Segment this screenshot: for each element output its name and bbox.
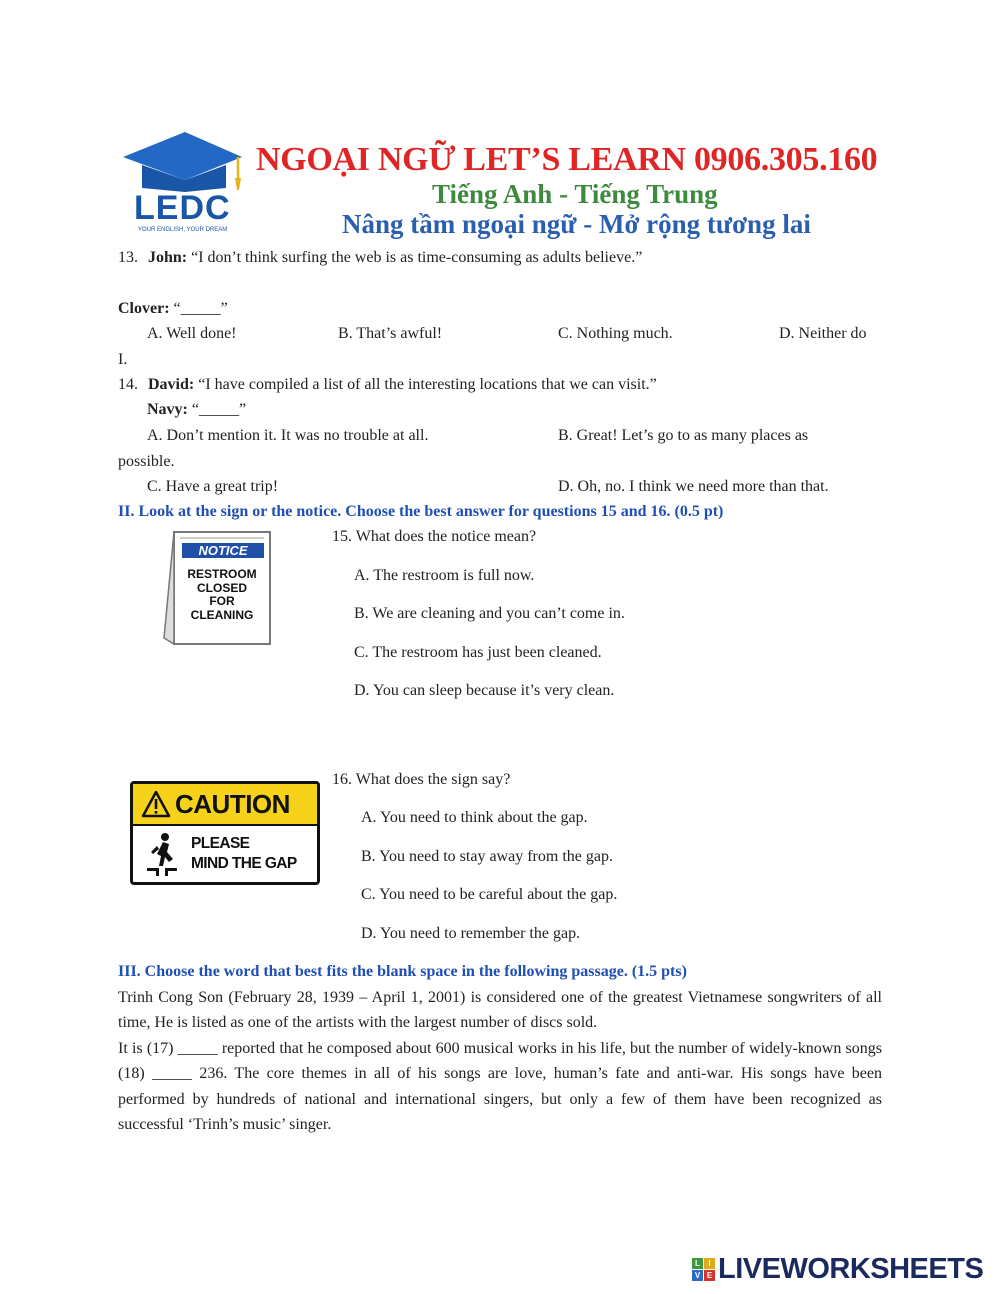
warning-triangle-icon (141, 790, 171, 818)
header-subtitle: Tiếng Anh - Tiếng Trung (432, 179, 718, 209)
notice-line: RESTROOM (187, 567, 257, 581)
q13-option-c[interactable]: C. Nothing much. (558, 325, 673, 342)
q13-line2 (118, 299, 228, 319)
q13-text2: “_____” (173, 300, 228, 317)
q14-text2: “_____” (191, 401, 247, 418)
notice-line: CLEANING (190, 607, 254, 622)
badge-letter: V (692, 1270, 703, 1281)
caution-line2: MIND THE GAP (191, 855, 297, 872)
q15-option-d[interactable]: D. You can sleep because it’s very clean. (354, 682, 615, 699)
liveworksheets-badge-icon (692, 1258, 715, 1281)
caution-text (191, 834, 297, 874)
liveworksheets-logo (692, 1253, 983, 1286)
q16-option-c[interactable]: C. You need to be careful about the gap. (361, 886, 618, 903)
q16-option-a[interactable]: A. You need to think about the gap. (361, 809, 588, 826)
q14-number: 14. (118, 376, 138, 393)
caution-line1: PLEASE (191, 835, 250, 852)
q14-option-c[interactable]: C. Have a great trip! (147, 478, 279, 495)
caution-header: CAUTION (175, 789, 290, 819)
q13-line1 (118, 248, 642, 268)
notice-sign (160, 528, 275, 648)
q14-line1 (118, 375, 657, 395)
q16-option-b[interactable]: B. You need to stay away from the gap. (361, 848, 613, 865)
person-stepping-icon (147, 832, 177, 876)
q13-option-a[interactable]: A. Well done! (147, 325, 237, 342)
q14-speaker2: Navy: (147, 401, 188, 418)
caution-header-bar (133, 784, 317, 826)
q14-speaker1: David: (148, 376, 195, 393)
q14-text1: “I have compiled a list of all the interesting locations that we can visit.” (198, 376, 657, 393)
q13-option-b[interactable]: B. That’s awful! (338, 325, 443, 342)
q15-option-c[interactable]: C. The restroom has just been cleaned. (354, 644, 602, 661)
q13-speaker2: Clover: (118, 300, 170, 317)
passage-paragraph-2: It is (17) _____ reported that he composed about 600 musical works in his life, but the number of widely-known songs (18) _____ 236. The core themes in all of his songs are love, human’s fate and anti-war. His songs have been performed by hundreds of national and international singers, but only a few of them have been recognized as successful ‘Trinh’s music’ singer. (118, 1040, 882, 1133)
q14-option-d[interactable]: D. Oh, no. I think we need more than that. (558, 478, 829, 495)
q15-option-b[interactable]: B. We are cleaning and you can’t come in. (354, 605, 625, 622)
q13-text1: “I don’t think surfing the web is as time-consuming as adults believe.” (191, 249, 643, 266)
q14-option-b-cont: possible. (118, 453, 175, 470)
q15-option-a[interactable]: A. The restroom is full now. (354, 567, 535, 584)
header-slogan: Nâng tầm ngoại ngữ - Mở rộng tương lai (342, 209, 811, 239)
q14-line2 (147, 400, 246, 420)
badge-letter: E (704, 1270, 715, 1281)
q16-question: 16. What does the sign say? (332, 771, 511, 788)
q13-number: 13. (118, 249, 138, 266)
logo-text: LEDC (134, 189, 231, 227)
q13-speaker1: John: (148, 249, 188, 266)
passage-paragraph-1: Trinh Cong Son (February 28, 1939 – April 1, 2001) is considered one of the greatest Vietnamese songwriters of all time, He is listed as one of the artists with the largest number of discs sold. (118, 989, 882, 1032)
section-3-heading: III. Choose the word that best fits the blank space in the following passage. (1.5 pts) (118, 963, 687, 980)
notice-line: CLOSED (196, 580, 247, 595)
q16-option-d[interactable]: D. You need to remember the gap. (361, 925, 581, 942)
caution-sign (130, 781, 320, 885)
notice-line: FOR (209, 594, 235, 608)
liveworksheets-brand: LIVEWORKSHEETS (718, 1253, 984, 1285)
badge-letter: L (692, 1258, 703, 1269)
notice-body (176, 568, 268, 622)
q14-option-a[interactable]: A. Don’t mention it. It was no trouble at all. (147, 427, 429, 444)
badge-letter: I (704, 1258, 715, 1269)
logo-tagline: YOUR ENGLISH, YOUR DREAM (138, 227, 228, 233)
q14-option-b[interactable]: B. Great! Let’s go to as many places as (558, 427, 809, 444)
q15-question: 15. What does the notice mean? (332, 528, 537, 545)
q13-option-d[interactable]: D. Neither do (779, 325, 867, 342)
q13-option-d-cont: I. (118, 351, 128, 368)
notice-header: NOTICE (182, 543, 264, 558)
ledc-logo (118, 130, 248, 240)
section-2-heading: II. Look at the sign or the notice. Choose the best answer for questions 15 and 16. (0.5 pt) (118, 503, 724, 520)
header-title: NGOẠI NGỮ LET’S LEARN 0906.305.160 (256, 141, 878, 178)
